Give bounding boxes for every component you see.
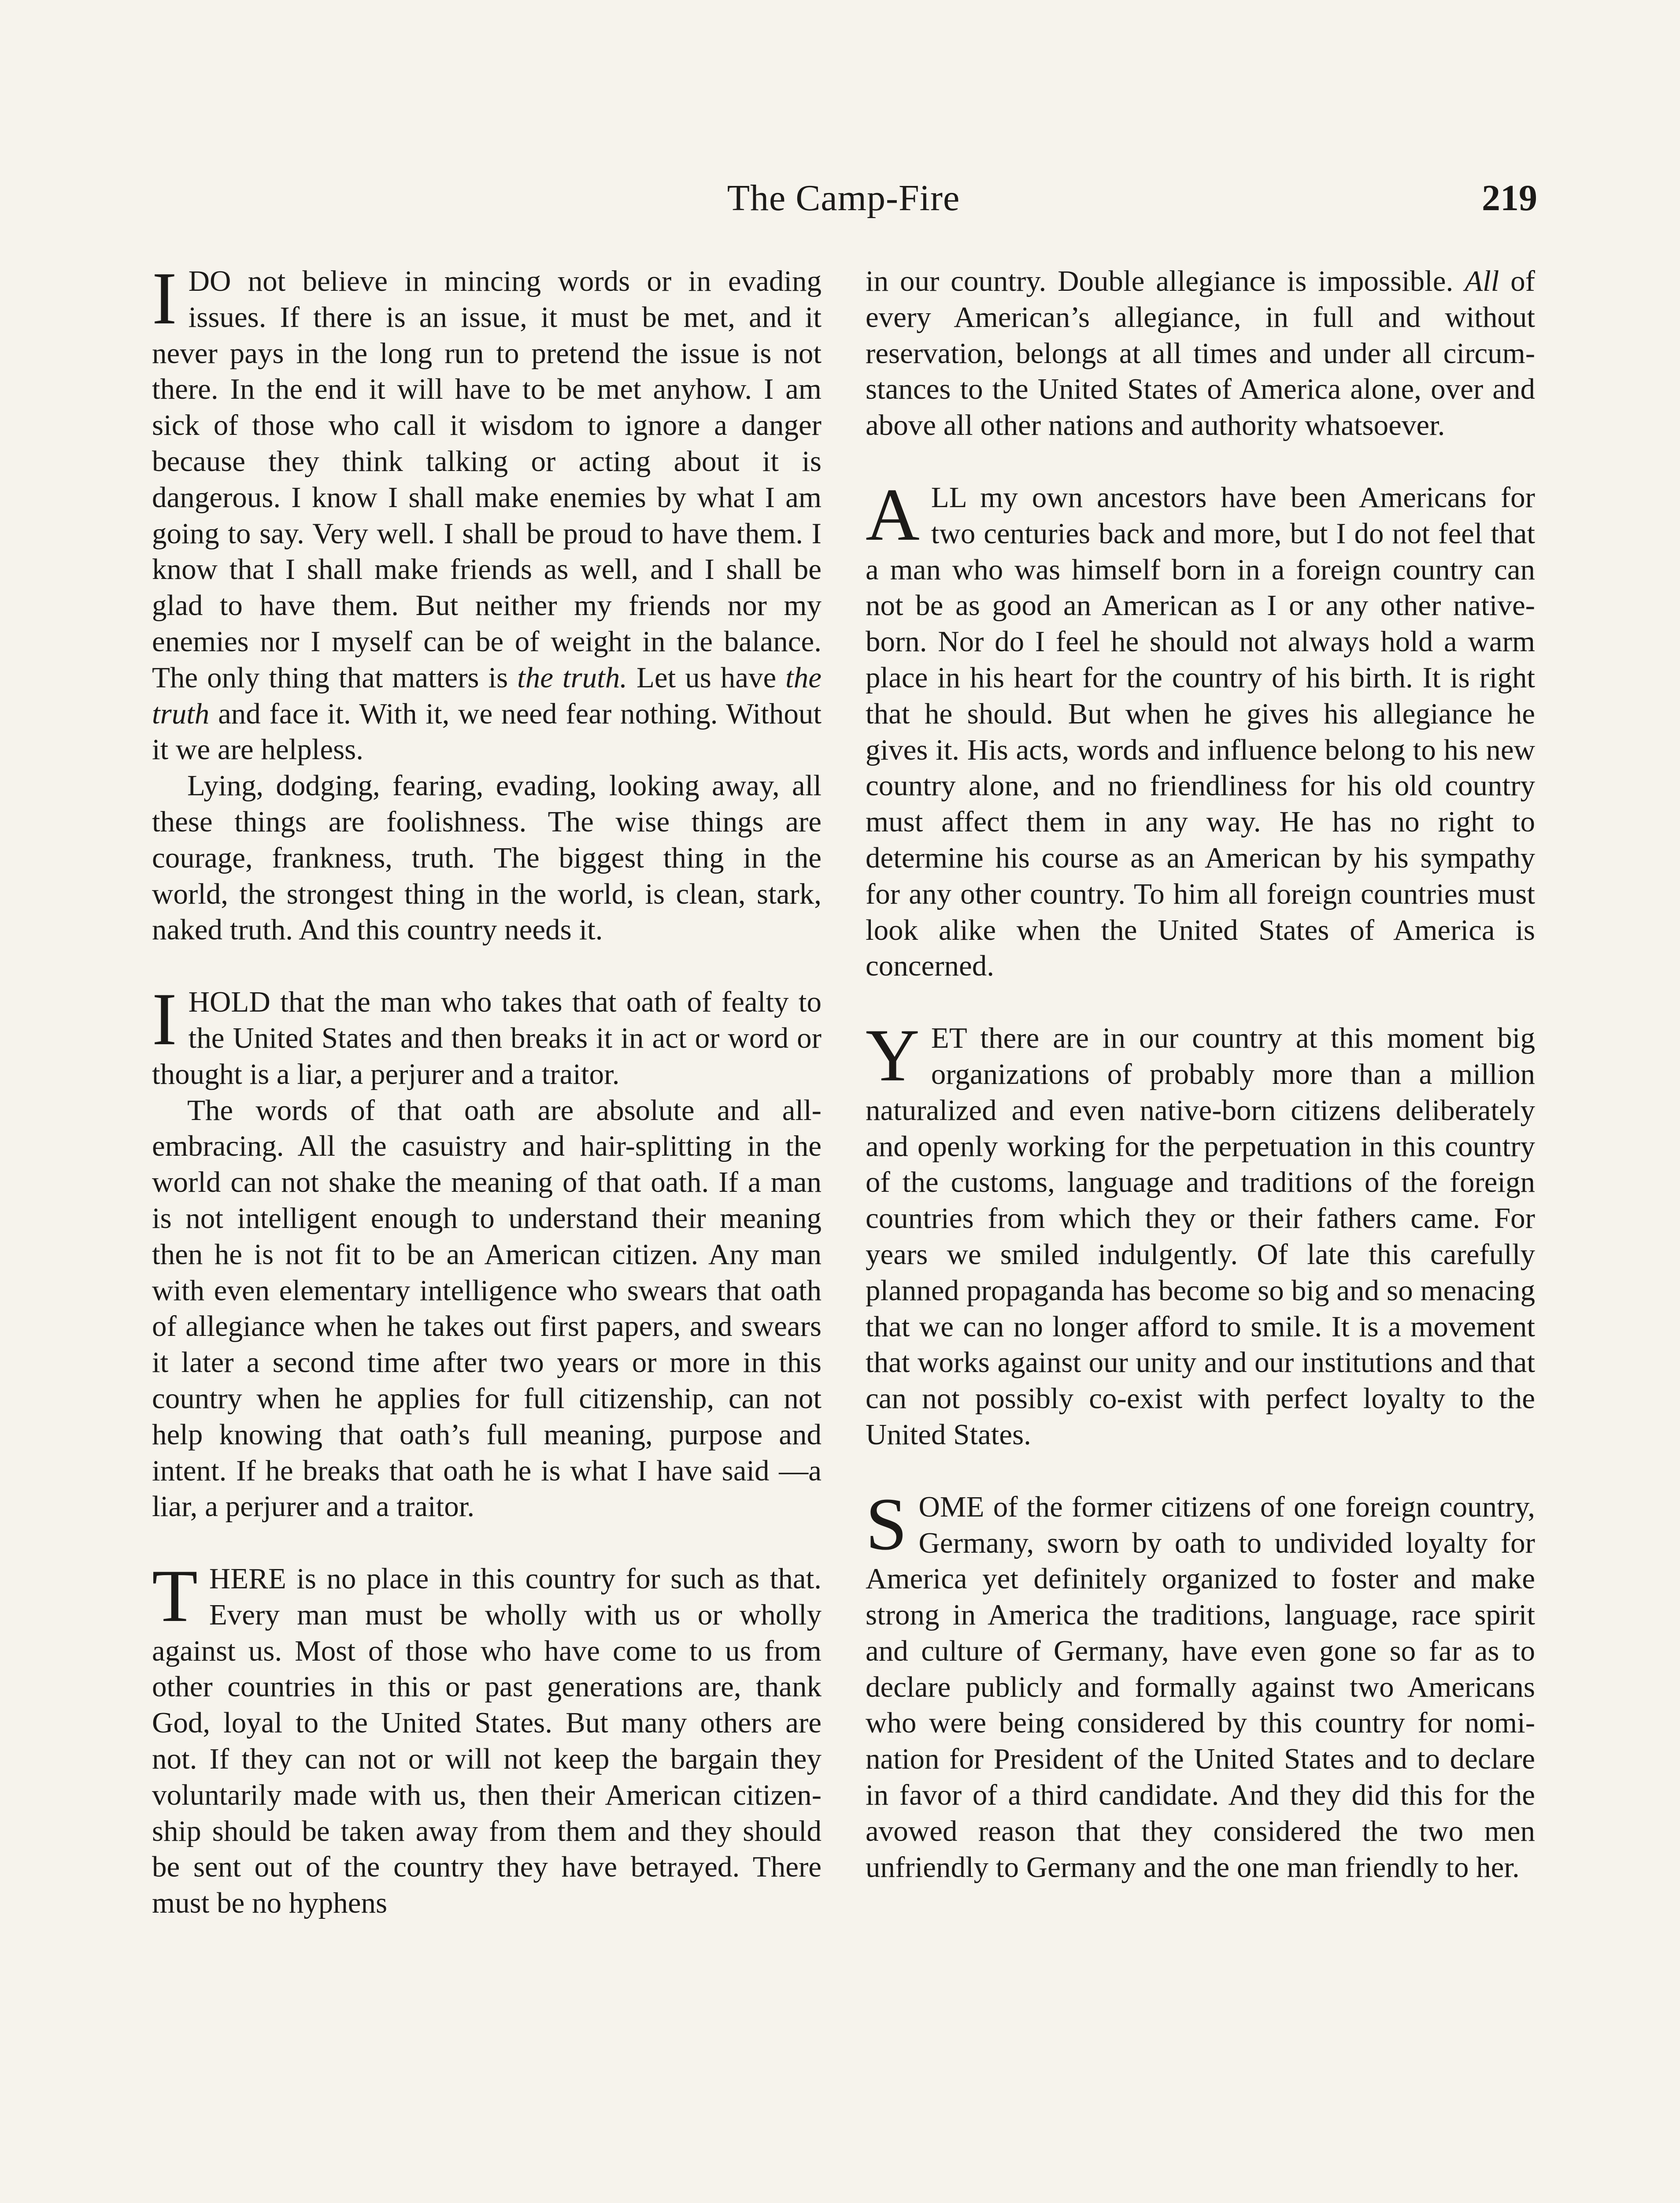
drop-cap: Y xyxy=(866,1014,920,1097)
paragraph: THERE is no place in this country for such as that. Every man must be wholly with us or wholly against us. Most of those who have come to us from other countries in this or past generations are, thank God, loyal to the United States. But many others are not. If they can not or will not keep the bargain they voluntarily made with us, then their American citizenship should be taken away from them and they should be sent out of the country they have betrayed. There must be no hyphens xyxy=(152,1554,821,1920)
paragraph: YET there are in our country at this moment big organizations of probably more than a million naturalized and even native-born citizens deliberately and openly working for the perpetuation in this country of the customs, language and traditions of the foreign countries from which they or their fathers came. For years we smiled indulgently. Of late this carefully planned propaganda has become so big and so menacing that we can no longer afford to smile. It is a movement that works against our unity and our institutions and that can not possibly co-exist with perfect loyalty to the United States. xyxy=(866,1014,1535,1451)
drop-cap: I xyxy=(152,257,177,340)
paragraph: The words of that oath are absolute and all-embracing. All the casuistry and hair-splitting in the world can not shake the meaning of that oath. If a man is not intelligent enough to understand their meaning then he is not fit to be an American citizen. Any man with even elementary intelligence who swears that oath of allegiance when he takes out first papers, and swears it later a second time after two years or more in this country when he applies for full citizenship, can not help knowing that oath’s full meaning, purpose and intent. If he breaks that oath he is what I have said —a liar, a perjurer and a traitor. xyxy=(152,1094,821,1523)
paragraph: I DO not believe in mincing words or in evading issues. If there is an issue, it must be met, and it never pays in the long run to pretend the issue is not there. In the end it will have to be met anyhow. I am sick of those who call it wisdom to ignore a danger because they think talking or acting about it is dangerous. I know I shall make enemies by what I am going to say. Very well. I shall be proud to have them. I know that I shall make friends as well, and I shall be glad to have them. But neither my friends nor my enemies nor I myself can be of weight in the balance. The only thing that matters is the truth. Let us have the truth and face it. With it, we need fear nothing. Without it we are helpless. xyxy=(152,257,822,766)
drop-cap: T xyxy=(152,1554,198,1638)
paragraph: Lying, dodging, fearing, evading, looking away, all these things are foolishness. The wise things are courage, frankness, truth. The biggest thing in the world, the strongest thing in the world, is clean, stark, naked truth. And this country needs it. xyxy=(152,769,821,946)
right-column xyxy=(866,263,1535,1885)
drop-cap: A xyxy=(866,473,920,556)
page-title: The Camp-Fire xyxy=(727,178,960,219)
page-number: 219 xyxy=(1482,178,1537,219)
left-column xyxy=(152,257,822,1921)
running-head xyxy=(150,167,1537,229)
paragraph: SOME of the former citizens of one foreign country, Germany, sworn by oath to undivided loyalty for America yet definitely organized to foster and make strong in America the traditions, language, race spirit and culture of Germany, have even gone so far as to declare publicly and formally against two Americans who were being considered by this country for nomination for President of the United States and to declare in favor of a third candidate. And they did this for the avowed reason that they considered the two men unfriendly to Germany and the one man friendly to her. xyxy=(866,1482,1535,1884)
paragraph: I HOLD that the man who takes that oath of fealty to the United States and then breaks it in act or word or thought is a liar, a perjurer and a traitor. xyxy=(152,978,821,1090)
drop-cap: I xyxy=(152,978,177,1061)
paragraph: ALL my own ancestors have been Americans for two centuries back and more, but I do not feel that a man who was himself born in a foreign country can not be as good an American as I or any other native-born. Nor do I feel he should not always hold a warm place in his heart for the country of his birth. It is right that he should. But when he gives his allegiance he gives it. His acts, words and influence belong to his new country alone, and no friendliness for his old country must affect them in any way. He has no right to determine his course as an American by his sympathy for any other country. To him all foreign countries must look alike when the United States of America is concerned. xyxy=(866,473,1535,983)
paragraph: in our country. Double allegiance is impossible. All of every American’s allegiance, in full and without reservation, belongs at all times and under all circumstances to the United States of America alone, over and above all other nations and authority whatsoever. xyxy=(866,265,1535,442)
drop-cap: S xyxy=(866,1482,907,1565)
